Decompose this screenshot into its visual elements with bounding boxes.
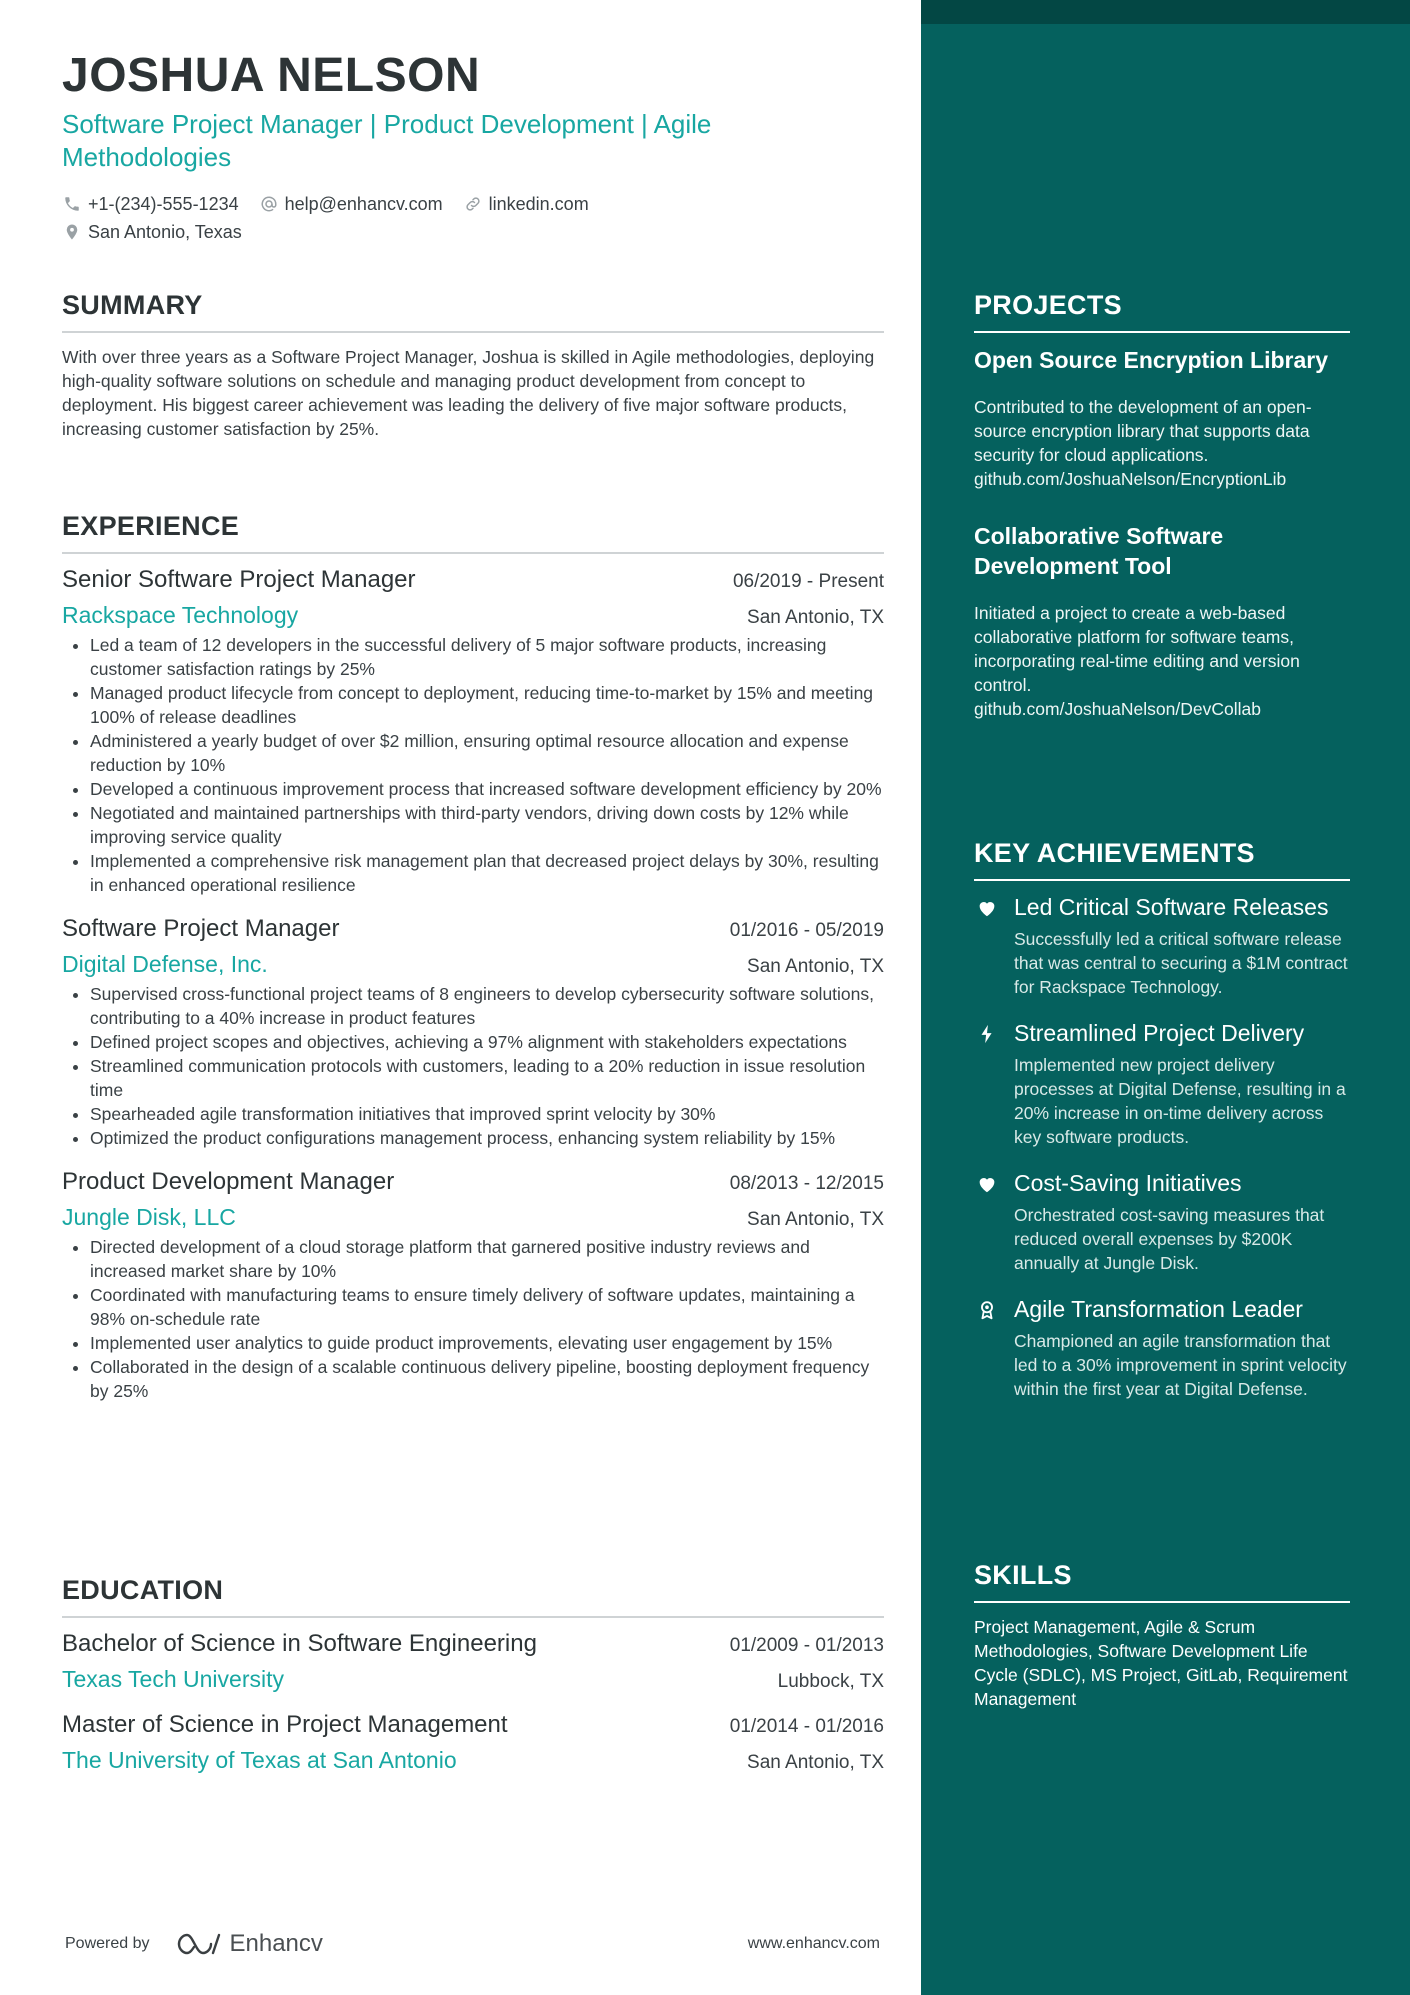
job-bullet: • Defined project scopes and objectives, achieving a 97% alignment with stakeholders expectations <box>90 1030 884 1054</box>
job-bullet: • Collaborated in the design of a scalable continuous delivery pipeline, boosting deployment frequency by 25% <box>90 1355 884 1403</box>
contact-info <box>62 190 884 246</box>
job-title: Senior Software Project Manager <box>62 566 416 593</box>
school-location: San Antonio, TX <box>747 1752 884 1773</box>
sidebar <box>921 0 1410 1995</box>
achievement-description: Successfully led a critical software release that was central to securing a $1M contract for Rackspace Technology. <box>1014 929 1348 997</box>
education-dates: 01/2014 - 01/2016 <box>729 1716 884 1737</box>
project-entry <box>974 521 1350 721</box>
achievement-title: Agile Transformation Leader <box>1014 1296 1303 1322</box>
page-footer <box>65 1930 880 1958</box>
candidate-tagline: Software Project Manager | Product Development | Agile Methodologies <box>62 109 712 172</box>
projects-section <box>974 290 1350 721</box>
link-icon <box>463 194 483 214</box>
section-title-skills: SKILLS <box>974 1560 1350 1603</box>
achievement-title: Streamlined Project Delivery <box>1014 1020 1305 1046</box>
education-entry <box>62 1711 884 1774</box>
job-title: Software Project Manager <box>62 915 340 942</box>
candidate-name: JOSHUA NELSON <box>62 49 481 102</box>
job-title: Product Development Manager <box>62 1168 395 1195</box>
job-dates: 01/2016 - 05/2019 <box>729 920 884 941</box>
project-description <box>974 601 1350 721</box>
job-bullet: • Administered a yearly budget of over $2 million, ensuring optimal resource allocation and expense reduction by 10% <box>90 729 884 777</box>
skills-text: Project Management, Agile & Scrum Methodologies, Software Development Life Cycle (SDLC), MS Project, GitLab, Requirement Management <box>974 1617 1348 1709</box>
job-bullets <box>62 1235 884 1403</box>
powered-by <box>65 1930 323 1958</box>
job-location: San Antonio, TX <box>747 1209 884 1230</box>
enhancv-logo-icon <box>176 1931 222 1957</box>
company-name: Digital Defense, Inc. <box>62 951 268 977</box>
heart-icon <box>974 1169 1000 1275</box>
degree-title: Bachelor of Science in Software Engineering <box>62 1630 537 1657</box>
website-link[interactable]: www.enhancv.com <box>747 1935 880 1952</box>
brand-name: Enhancv <box>229 1930 323 1957</box>
job-entry <box>62 1168 884 1403</box>
email-text: help@enhancv.com <box>284 194 443 214</box>
project-title: Open Source Encryption Library <box>974 347 1329 373</box>
location-text: San Antonio, Texas <box>88 222 242 242</box>
job-entry <box>62 915 884 1150</box>
resume-header <box>62 48 884 246</box>
job-bullet: • Implemented a comprehensive risk management plan that decreased project delays by 30%, resulting in enhanced operational resilience <box>90 849 884 897</box>
degree-title: Master of Science in Project Management <box>62 1711 508 1738</box>
project-title: Collaborative Software Development Tool <box>974 523 1224 579</box>
project-link[interactable]: github.com/JoshuaNelson/DevCollab <box>974 699 1261 719</box>
job-bullet: • Led a team of 12 developers in the successful delivery of 5 major software products, increasing customer satisfaction ratings by 25% <box>90 633 884 681</box>
job-bullet: • Streamlined communication protocols with customers, leading to a 20% reduction in issue resolution time <box>90 1054 884 1102</box>
achievement-description: Implemented new project delivery processes at Digital Defense, resulting in a 20% increase in on-time delivery across key software products. <box>1014 1055 1346 1147</box>
achievement-description: Orchestrated cost-saving measures that reduced overall expenses by $200K annually at Jungle Disk. <box>1014 1205 1325 1273</box>
summary-section <box>62 290 884 441</box>
company-name: Jungle Disk, LLC <box>62 1204 236 1230</box>
contact-location <box>62 218 242 246</box>
section-title-projects: PROJECTS <box>974 290 1350 333</box>
bolt-icon <box>974 1019 1000 1149</box>
contact-linkedin[interactable] <box>463 190 589 218</box>
project-description-text: Initiated a project to create a web-based collaborative platform for software teams, incorporating real-time editing and version control. <box>974 603 1300 695</box>
project-link[interactable]: github.com/JoshuaNelson/EncryptionLib <box>974 469 1287 489</box>
award-icon <box>974 1295 1000 1401</box>
education-entry <box>62 1630 884 1693</box>
achievement-entry <box>974 1019 1350 1149</box>
achievement-entry <box>974 893 1350 999</box>
school-name: The University of Texas at San Antonio <box>62 1747 457 1773</box>
job-bullet: • Supervised cross-functional project teams of 8 engineers to develop cybersecurity software solutions, contributing to a 40% increase in product features <box>90 982 884 1030</box>
project-description-text: Contributed to the development of an open-source encryption library that supports data security for cloud applications. <box>974 397 1312 465</box>
heart-icon <box>974 893 1000 999</box>
education-dates: 01/2009 - 01/2013 <box>729 1635 884 1656</box>
sidebar-top-bar <box>921 0 1410 24</box>
job-bullets <box>62 633 884 897</box>
achievement-entry <box>974 1169 1350 1275</box>
skills-section <box>974 1560 1350 1711</box>
section-title-summary: SUMMARY <box>62 290 884 333</box>
job-bullet: • Directed development of a cloud storage platform that garnered positive industry reviews and increased market share by 10% <box>90 1235 884 1283</box>
job-entry <box>62 566 884 897</box>
project-entry <box>974 345 1350 491</box>
contact-phone[interactable] <box>62 190 239 218</box>
job-dates: 08/2013 - 12/2015 <box>729 1173 884 1194</box>
achievement-description: Championed an agile transformation that led to a 30% improvement in sprint velocity within the first year at Digital Defense. <box>1014 1331 1347 1399</box>
school-name: Texas Tech University <box>62 1666 284 1692</box>
powered-by-label: Powered by <box>65 1935 150 1952</box>
job-bullet: • Negotiated and maintained partnerships with third-party vendors, driving down costs by 12% while improving service quality <box>90 801 884 849</box>
achievement-title: Cost-Saving Initiatives <box>1014 1170 1242 1196</box>
achievement-title: Led Critical Software Releases <box>1014 894 1329 920</box>
enhancv-logo[interactable] <box>176 1930 323 1958</box>
section-title-experience: EXPERIENCE <box>62 511 884 554</box>
project-description <box>974 395 1350 491</box>
linkedin-text: linkedin.com <box>488 194 589 214</box>
school-location: Lubbock, TX <box>777 1671 884 1692</box>
at-icon <box>259 194 279 214</box>
achievements-section <box>974 838 1350 1401</box>
experience-section <box>62 511 884 1403</box>
phone-text: +1-(234)-555-1234 <box>88 194 239 214</box>
section-title-achievements: KEY ACHIEVEMENTS <box>974 838 1350 881</box>
location-pin-icon <box>62 222 82 242</box>
job-bullet: • Implemented user analytics to guide product improvements, elevating user engagement by 15% <box>90 1331 884 1355</box>
achievement-entry <box>974 1295 1350 1401</box>
company-name: Rackspace Technology <box>62 602 299 628</box>
job-bullet: • Managed product lifecycle from concept to deployment, reducing time-to-market by 15% and meeting 100% of release deadlines <box>90 681 884 729</box>
job-location: San Antonio, TX <box>747 956 884 977</box>
job-bullet: • Spearheaded agile transformation initiatives that improved sprint velocity by 30% <box>90 1102 884 1126</box>
phone-icon <box>62 194 82 214</box>
job-bullet: • Coordinated with manufacturing teams to ensure timely delivery of software updates, maintaining a 98% on-schedule rate <box>90 1283 884 1331</box>
job-dates: 06/2019 - Present <box>732 571 884 592</box>
summary-text: With over three years as a Software Project Manager, Joshua is skilled in Agile methodologies, deploying high-quality software solutions on schedule and managing product development from concept to deployment. His biggest career achievement was leading the delivery of five major software products, increasing customer satisfaction by 25%. <box>62 347 875 439</box>
contact-email[interactable] <box>259 190 443 218</box>
section-title-education: EDUCATION <box>62 1575 884 1618</box>
education-section <box>62 1575 884 1774</box>
job-location: San Antonio, TX <box>747 607 884 628</box>
job-bullet: • Developed a continuous improvement process that increased software development efficiency by 20% <box>90 777 884 801</box>
job-bullet: • Optimized the product configurations management process, enhancing system reliability by 15% <box>90 1126 884 1150</box>
job-bullets <box>62 982 884 1150</box>
